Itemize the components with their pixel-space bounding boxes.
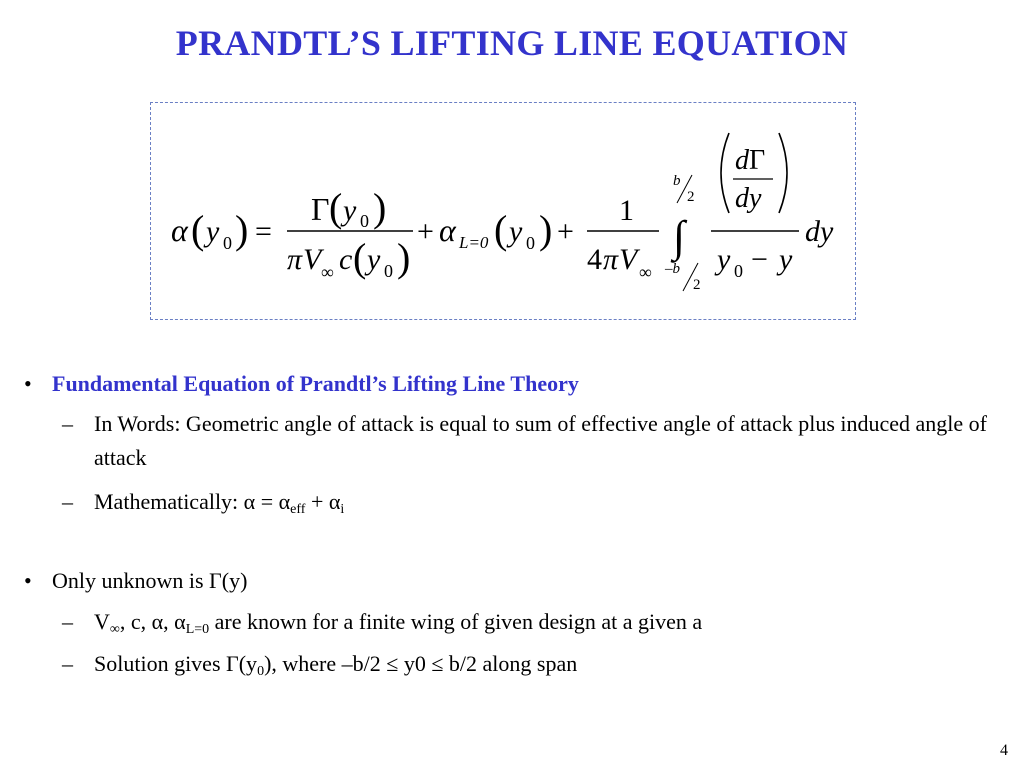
text-part: are known for a finite wing of given design at a given a <box>209 609 703 634</box>
integral-upper-two: 2 <box>687 189 695 205</box>
sub-eff: eff <box>290 502 306 517</box>
eq-L0-open-paren: ( <box>494 207 508 252</box>
frac1-den-close-paren: ) <box>397 235 411 280</box>
eq-lhs-y: y <box>206 215 220 248</box>
sub-bullet-text <box>62 485 1012 519</box>
frac2-inf-sub: ∞ <box>639 262 652 282</box>
frac2-four: 4 <box>587 243 602 276</box>
eq-L0-y-sub: 0 <box>526 233 535 253</box>
integral-upper-b: b <box>673 173 681 189</box>
eq-dy-outer: dy <box>805 215 834 248</box>
text-part: V <box>94 609 110 634</box>
integrand-open-paren <box>721 133 729 213</box>
frac2-V: V <box>619 243 638 276</box>
math-mid: + α <box>305 489 341 514</box>
integral-sign: ∫ <box>673 212 686 261</box>
eq-lhs-y-sub: 0 <box>223 233 232 253</box>
lifting-line-equation <box>151 103 857 321</box>
frac1-V: V <box>303 243 322 276</box>
dash-marker: – <box>62 411 73 436</box>
frac1-c: c <box>339 243 353 276</box>
sub-bullet-solution <box>62 647 1012 681</box>
sub-bullet-text: In Words: Geometric angle of attack is equal to sum of effective angle of attack plus induced angle of attack <box>94 411 987 470</box>
eq-L0-y: y <box>509 215 523 248</box>
eq-equals: = <box>255 215 272 248</box>
integrand-den-minus: − <box>751 243 768 276</box>
sub-bullet-in-words <box>62 407 1012 475</box>
eq-plus-2: + <box>557 215 574 248</box>
frac1-open-paren: ( <box>329 185 343 230</box>
frac1-den-open-paren: ( <box>353 235 367 280</box>
sub-bullet-text <box>62 647 1012 681</box>
sub-i: i <box>340 502 345 517</box>
frac1-y: y <box>343 194 357 227</box>
bullet-marker: • <box>24 371 32 396</box>
eq-lhs-close-paren: ) <box>235 207 249 252</box>
integrand-den-y: y <box>717 243 731 276</box>
eq-alpha-L0-sub: L=0 <box>459 233 489 252</box>
eq-alpha-L0: α <box>439 212 456 248</box>
bullet-fundamental-equation <box>24 370 579 398</box>
text-part: , c, α, α <box>119 609 186 634</box>
sub-bullet-text <box>62 605 1012 639</box>
text-part: ), where –b/2 ≤ y0 ≤ b/2 along span <box>264 651 578 676</box>
eq-L0-close-paren: ) <box>539 207 553 252</box>
text-part: Solution gives Γ(y <box>94 651 258 676</box>
frac1-y-sub: 0 <box>360 211 369 231</box>
integrand-d: d <box>735 145 749 176</box>
bullet-text: Fundamental Equation of Prandtl’s Lifting Line Theory <box>52 371 579 396</box>
sub-0: 0 <box>257 664 265 679</box>
eq-plus-1: + <box>417 215 434 248</box>
integrand-den-y2: y <box>779 243 793 276</box>
dash-marker: – <box>62 651 73 676</box>
equation-box <box>150 102 856 320</box>
integrand-den-y-sub: 0 <box>734 261 743 281</box>
sub-bullet-mathematically <box>62 485 1012 519</box>
frac1-pi: π <box>287 243 303 276</box>
bullet-marker: • <box>24 568 32 593</box>
math-prefix: Mathematically: α = α <box>94 489 291 514</box>
sub-bullet-known-quantities <box>62 605 1012 639</box>
dash-marker: – <box>62 609 73 634</box>
integrand-close-paren <box>779 133 787 213</box>
integral-lower-b: –b <box>665 261 680 277</box>
integral-lower-two: 2 <box>693 277 701 293</box>
eq-lhs-alpha: α <box>171 212 188 248</box>
frac1-den-y-sub: 0 <box>384 261 393 281</box>
bullet-text: Only unknown is Γ(y) <box>52 568 248 593</box>
frac1-close-paren: ) <box>373 185 387 230</box>
eq-lhs-open-paren: ( <box>191 207 205 252</box>
bullet-only-unknown <box>24 567 247 595</box>
page-number: 4 <box>1000 742 1008 759</box>
dash-marker: – <box>62 489 73 514</box>
frac1-den-y: y <box>367 243 381 276</box>
frac2-pi: π <box>603 243 619 276</box>
sub-L0: L=0 <box>185 622 210 637</box>
integrand-gamma: Γ <box>749 145 766 176</box>
page-title: PRANDTL’S LIFTING LINE EQUATION <box>175 23 849 63</box>
frac2-one: 1 <box>619 194 634 227</box>
integrand-dy-inner: dy <box>735 183 762 214</box>
frac1-inf-sub: ∞ <box>321 262 334 282</box>
frac1-gamma: Γ <box>311 191 330 227</box>
sub-inf: ∞ <box>109 622 120 637</box>
